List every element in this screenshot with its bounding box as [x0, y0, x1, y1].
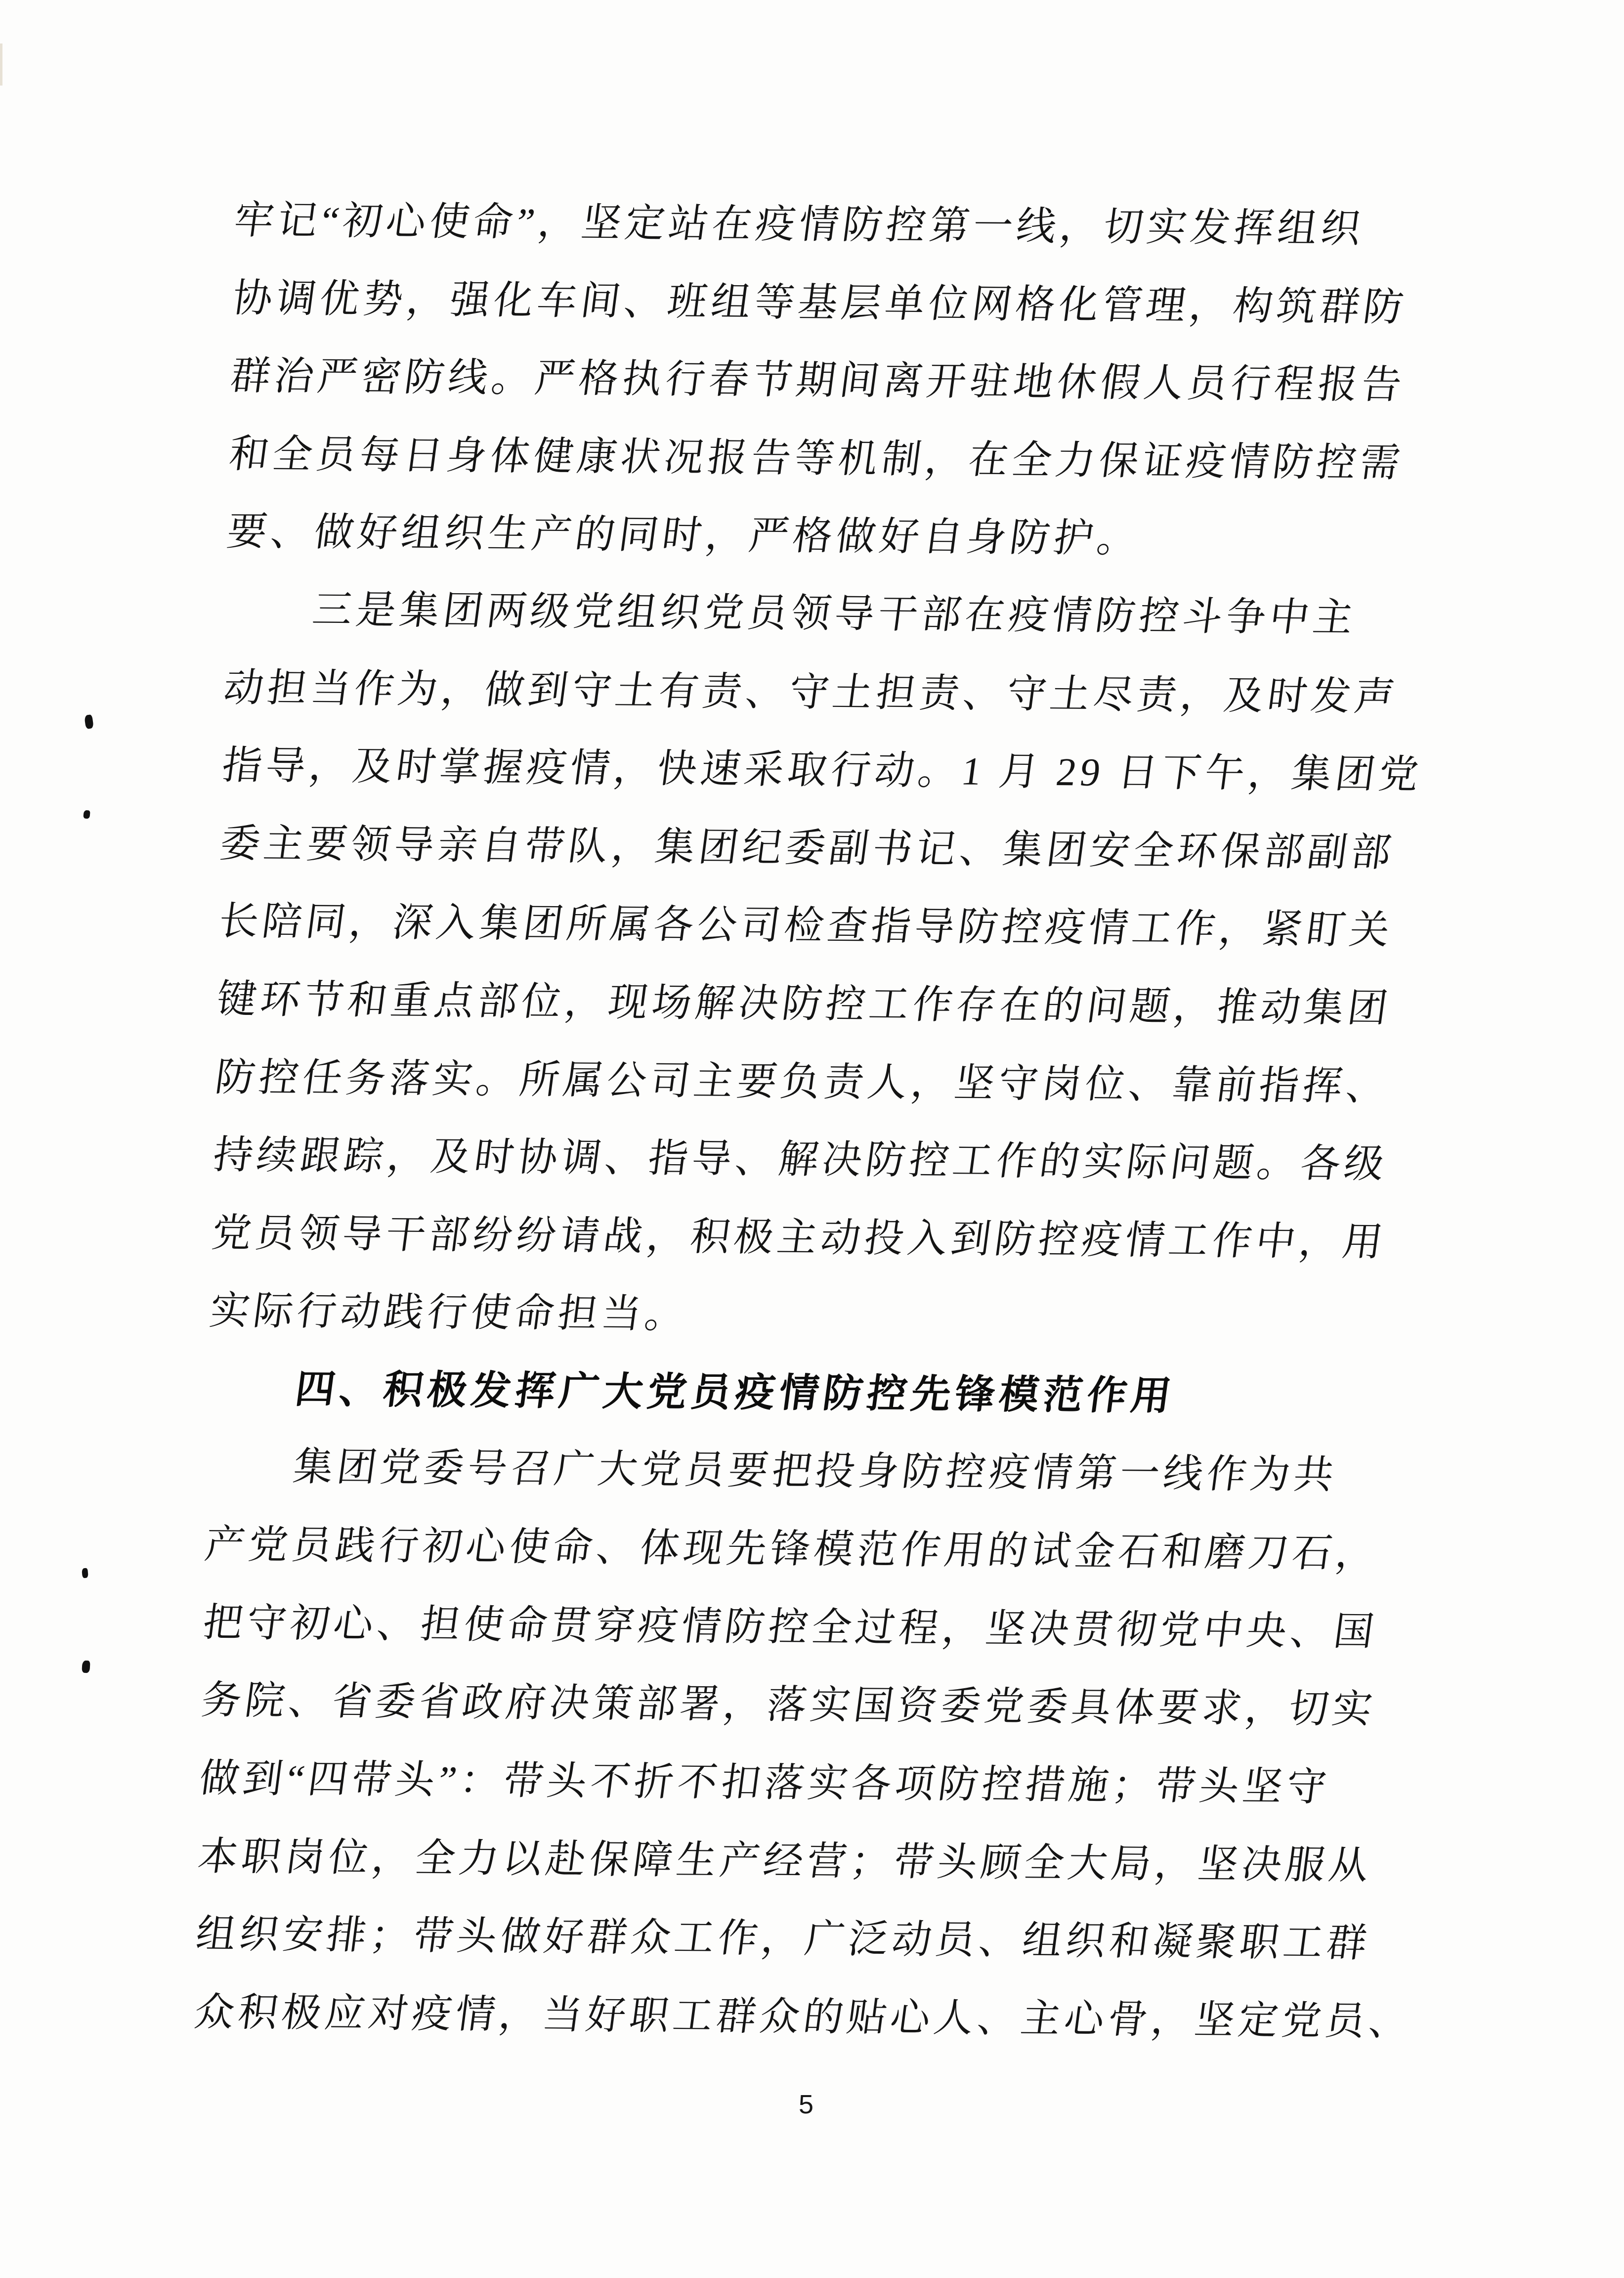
- ink-smudge: [82, 1568, 88, 1578]
- text-line: 委主要领导亲自带队，集团纪委副书记、集团安全环保部副部: [217, 822, 1398, 875]
- text-line: 做到“四带头”：带头不折不扣落实各项防控措施；带头坚守: [197, 1756, 1333, 1809]
- text-line: 众积极应对疫情，当好职工群众的贴心人、主心骨，坚定党员、: [192, 1990, 1415, 2044]
- text-line: 党员领导干部纷纷请战，积极主动投入到防控疫情工作中，用: [209, 1211, 1389, 1265]
- text-line: 键环节和重点部位，现场解决防控工作存在的问题，推动集团: [214, 977, 1394, 1031]
- text-line: 产党员践行初心使命、体现先锋模范作用的试金石和磨刀石，: [202, 1523, 1382, 1576]
- text-line: 牢记“初心使命”，坚定站在疫情防控第一线，切实发挥组织: [231, 198, 1368, 251]
- text-line: 集团党委号召广大党员要把投身防控疫情第一线作为共: [291, 1445, 1340, 1497]
- text-line: 协调优势，强化车间、班组等基层单位网格化管理，构筑群防: [229, 276, 1410, 330]
- text-line: 务院、省委省政府决策部署，落实国资委党委具体要求，切实: [199, 1679, 1379, 1732]
- text-line: 群治严密防线。严格执行春节期间离开驻地休假人员行程报告: [228, 354, 1408, 407]
- text-line: 指导，及时掌握疫情，快速采取行动。1 月 29 日下午，集团党: [219, 744, 1425, 797]
- section-heading-line: 四、积极发挥广大党员疫情防控先锋模范作用: [292, 1366, 1178, 1418]
- text-line: 防控任务落实。所属公司主要负责人，坚守岗位、靠前指挥、: [212, 1055, 1393, 1109]
- ink-smudge: [83, 810, 90, 819]
- page-number: 5: [799, 2090, 814, 2119]
- ink-smudge: [84, 714, 94, 729]
- text-line: 组织安排；带头做好群众工作，广泛动员、组织和凝聚职工群: [193, 1913, 1374, 1966]
- text-line: 本职岗位，全力以赴保障生产经营；带头顾全大局，坚决服从: [195, 1835, 1375, 1888]
- text-line: 持续跟踪，及时协调、指导、解决防控工作的实际问题。各级: [211, 1134, 1391, 1186]
- text-line: 把守初心、担使命贯穿疫情防控全过程，坚决贯彻党中央、国: [200, 1601, 1380, 1654]
- text-line: 三是集团两级党组织党员领导干部在疫情防控斗争中主: [309, 588, 1360, 640]
- text-line: 要、做好组织生产的同时，严格做好自身防护。: [224, 510, 1144, 561]
- text-line: 实际行动践行使命担当。: [207, 1289, 691, 1337]
- ink-smudge: [82, 1661, 90, 1673]
- scanner-edge-streak: [0, 44, 2, 86]
- text-line: 和全员每日身体健康状况报告等机制，在全力保证疫情防控需: [226, 432, 1407, 485]
- text-line: 动担当作为，做到守土有责、守土担责、守土尽责，及时发声: [221, 666, 1401, 719]
- text-line: 长陪同，深入集团所属各公司检查指导防控疫情工作，紧盯关: [215, 900, 1396, 953]
